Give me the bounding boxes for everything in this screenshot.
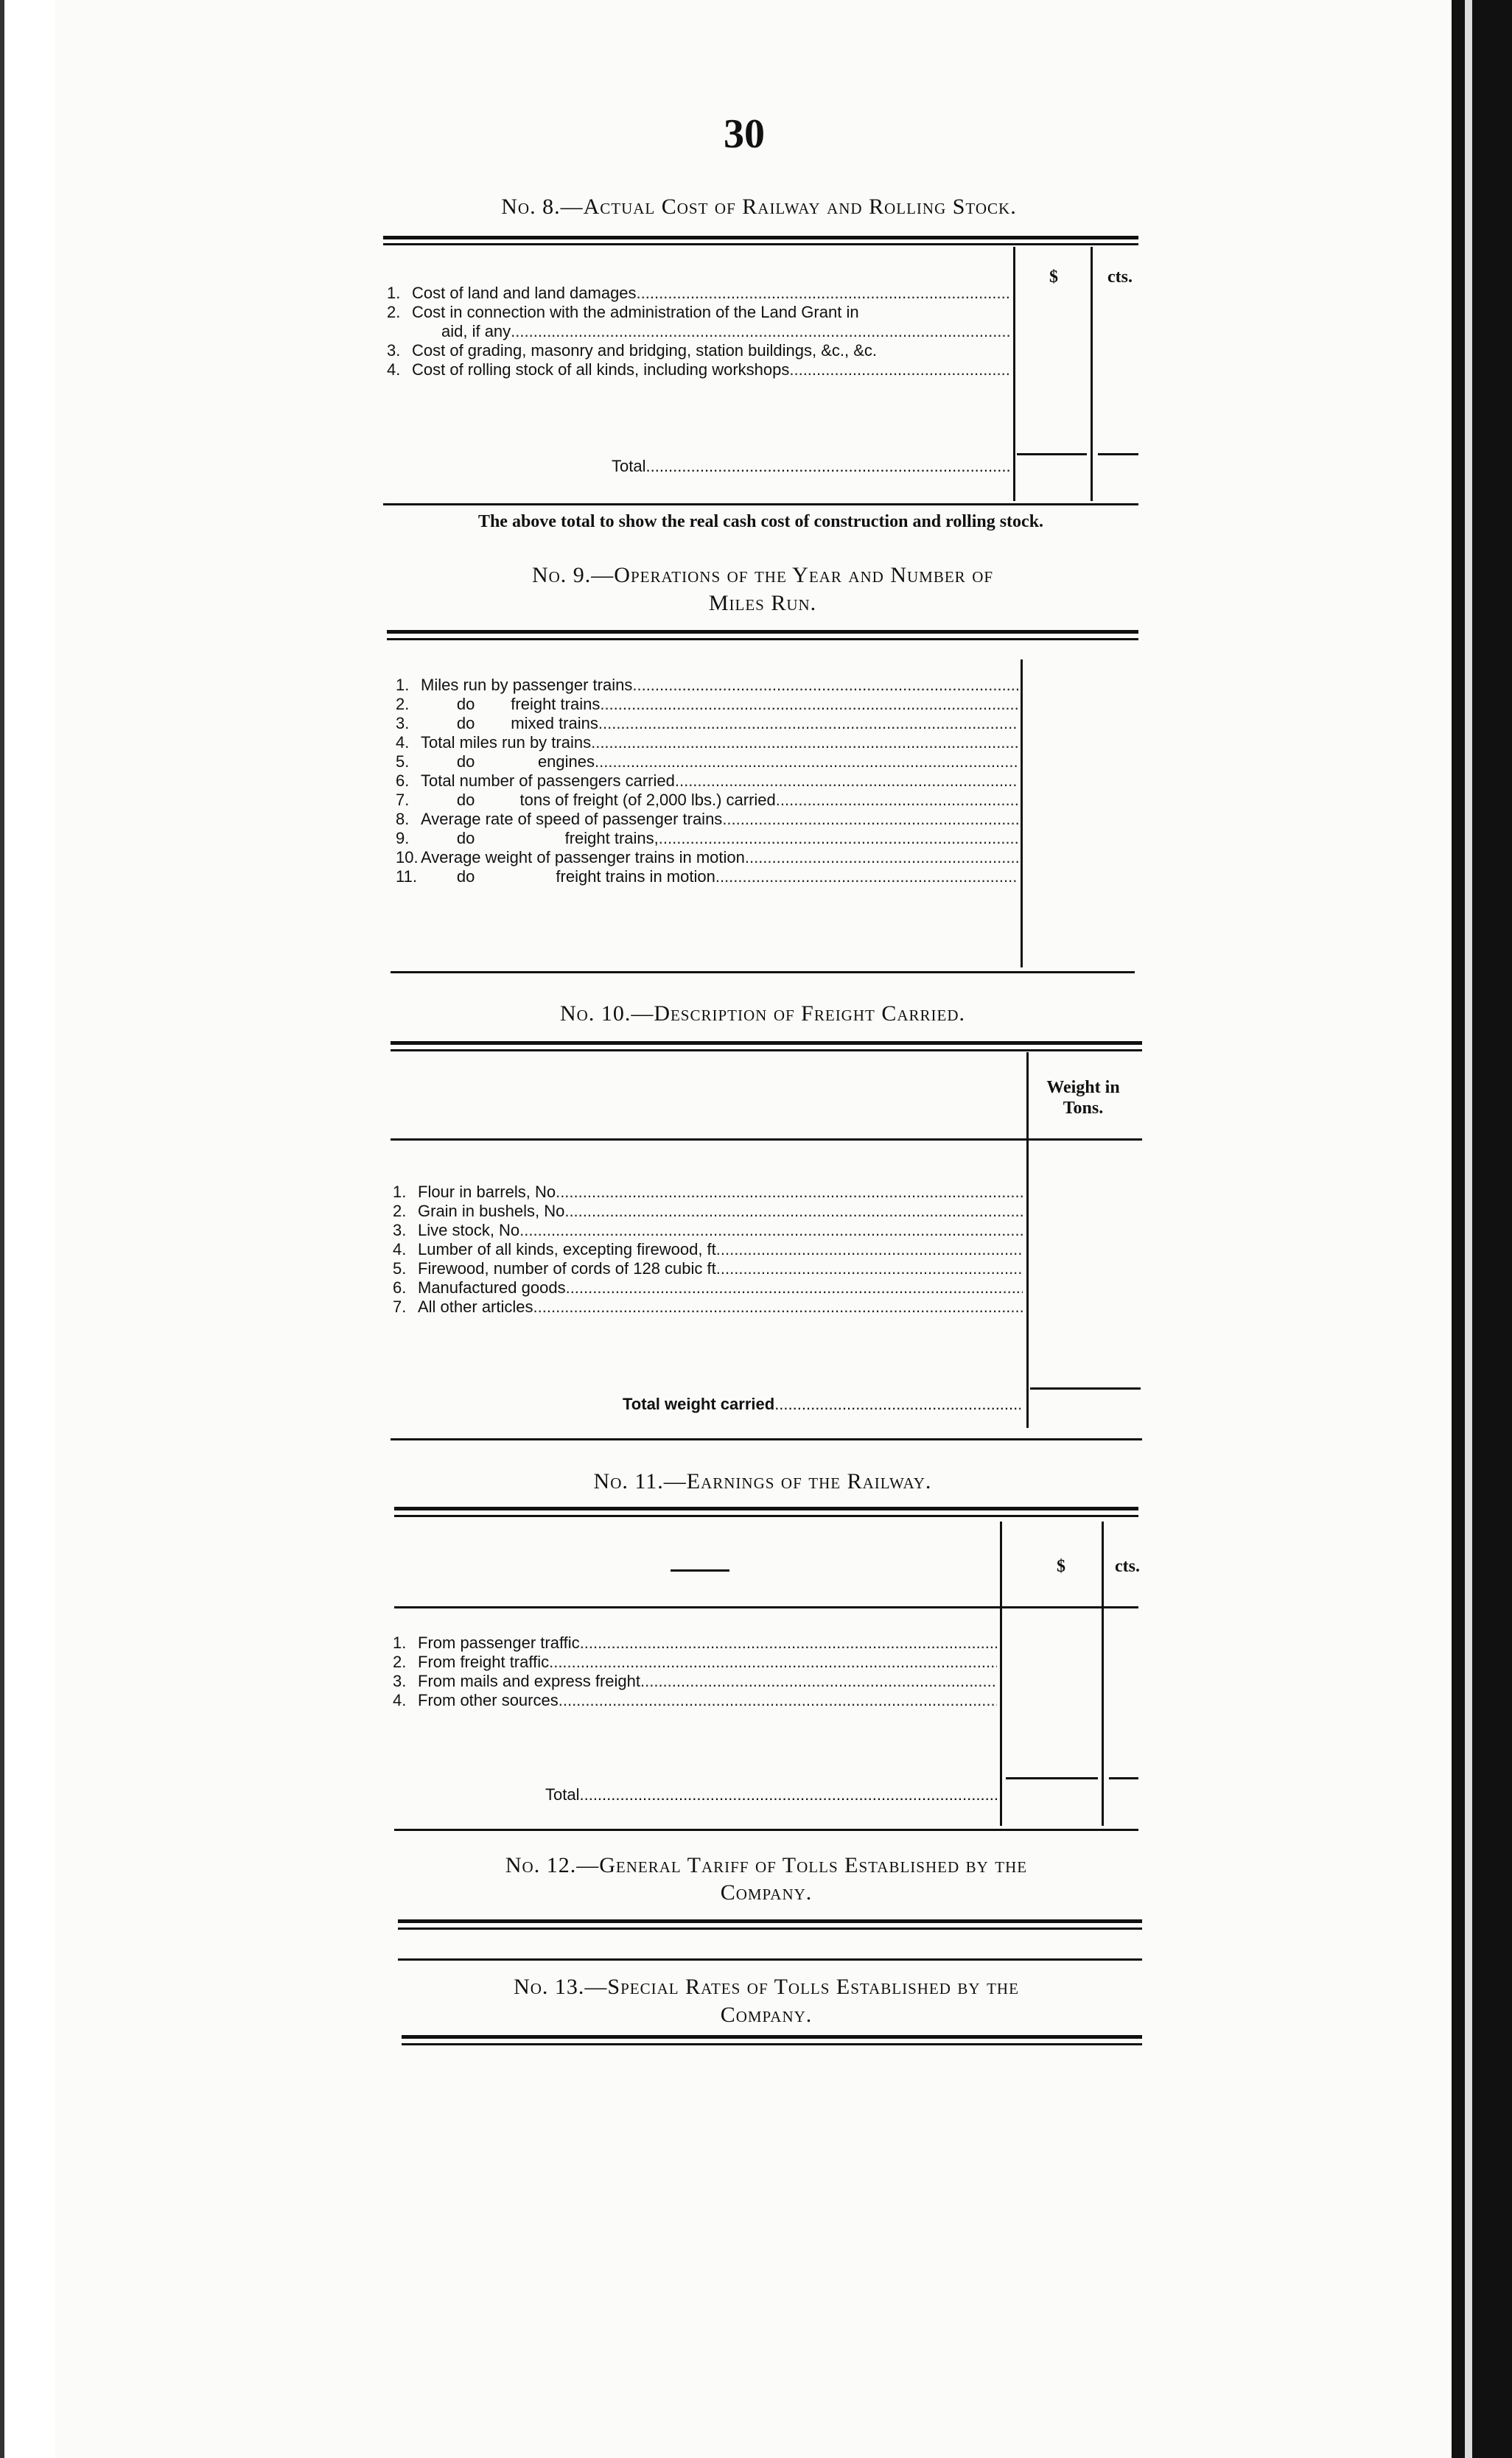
item-number: 4. [393,1240,407,1258]
item-number: 3. [396,714,410,732]
section8-total-rule-cents [1098,453,1138,455]
item-number: 5. [393,1259,407,1278]
section11-total-rule-dollars [1006,1777,1098,1779]
section12-rule-2 [398,1927,1142,1930]
section8-bottom-rule [383,503,1138,505]
list-item [393,1259,1023,1278]
section9-bottom-rule [391,971,1135,973]
item-text: Miles run by passenger trains [421,676,633,694]
section9-title-line1: No. 9.—Operations of the Year and Number of [531,563,994,587]
item-text: aid, if any [441,322,511,340]
section8-title: No. 8.—Actual Cost of Railway and Rolling Stock. [501,195,1017,219]
section10-total-label: Total weight carried [623,1395,775,1413]
item-number: 1. [393,1183,407,1201]
list-item [393,1634,997,1653]
section10-bottom-rule [391,1438,1142,1440]
item-number: 1. [393,1634,407,1652]
section12-title-line1: No. 12.—General Tariff of Tolls Established by the [505,1853,1028,1877]
section11-col-divider-1 [1000,1522,1002,1826]
list-item [387,322,1009,341]
section9-top-rule-2 [387,638,1138,640]
list-item [393,1183,1023,1202]
list-item [387,360,1009,379]
item-number: 6. [393,1278,407,1297]
section8-dollar-col-header: $ [1049,267,1058,287]
item-text: do mixed trains [421,714,598,732]
list-item [396,733,1018,752]
list-item [396,695,1018,714]
item-number: 7. [393,1298,407,1316]
section11-col-divider-2 [1102,1522,1104,1826]
item-text: Lumber of all kinds, excepting firewood, ft [418,1240,716,1258]
list-item [393,1653,997,1672]
list-item [393,1298,1023,1317]
list-item [396,829,1018,848]
scan-left-edge [0,0,4,2458]
item-number: 11. [396,867,417,886]
list-item [387,284,1009,303]
item-number: 1. [396,676,410,694]
list-item [393,1221,1023,1240]
item-number: 5. [396,752,410,771]
section8-top-rule [383,236,1138,239]
section13-title-line2: Company. [720,2003,813,2027]
list-item [396,676,1018,695]
list-item [396,714,1018,733]
section11-header-rule [394,1606,1138,1608]
list-item [396,752,1018,771]
item-text: From mails and express freight [418,1672,640,1690]
section10-title: No. 10.—Description of Freight Carried. [559,1001,966,1026]
item-text: Cost in connection with the administration of the Land Grant in [412,303,859,321]
section10-total-rule [1030,1387,1141,1390]
item-text: Flour in barrels, No [418,1183,556,1201]
item-number: 6. [396,771,410,790]
item-number: 10. [396,848,419,866]
item-text: Grain in bushels, No [418,1202,565,1220]
list-item [396,810,1018,829]
item-text: do freight trains in motion [421,867,715,886]
item-number: 4. [396,733,410,752]
list-item [393,1202,1023,1221]
section8-note: The above total to show the real cash cost of construction and rolling stock. [477,512,1044,531]
list-item [396,848,1018,867]
item-text: do tons of freight (of 2,000 lbs.) carried [421,791,776,809]
list-item [393,1691,997,1710]
item-number: 2. [387,303,401,321]
list-item [387,341,1009,360]
section10-top-rule-2 [391,1049,1142,1051]
item-number: 4. [387,360,401,379]
section13-rule [402,2035,1142,2039]
item-number: 8. [396,810,410,828]
item-number: 7. [396,791,410,809]
section8-total-row [612,457,1009,476]
section13-top-rule [398,1958,1142,1961]
item-text: Average weight of passenger trains in motion [421,848,745,866]
list-item [387,303,1009,322]
list-item [393,1278,1023,1298]
section10-items [393,1183,1023,1317]
section8-items [387,284,1009,379]
item-text: Cost of land and land damages [412,284,637,302]
section11-dollar-col-header: $ [1057,1557,1065,1576]
section9-title-line2: Miles Run. [708,591,817,615]
section11-total-rule-cents [1109,1777,1138,1779]
item-text: From passenger traffic [418,1634,580,1652]
list-item [393,1672,997,1691]
item-text: Live stock, No [418,1221,520,1239]
section11-bottom-rule [394,1829,1138,1831]
section11-cents-col-header: cts. [1115,1557,1140,1576]
section11-top-rule-2 [394,1515,1138,1517]
item-text: Firewood, number of cords of 128 cubic ft [418,1259,716,1278]
item-text: Average rate of speed of passenger trains [421,810,723,828]
section10-weight-col-header: Weight in Tons. [1046,1078,1120,1118]
section11-blank-col-dash [671,1569,729,1572]
item-number: 1. [387,284,401,302]
list-item [396,867,1018,886]
section12-title-line2: Company. [720,1880,813,1905]
item-text: All other articles [418,1298,533,1316]
item-text: Cost of grading, masonry and bridging, station buildings, &c., &c. [412,341,878,360]
section9-items [396,676,1018,886]
section11-total-label: Total [545,1785,580,1804]
section10-top-rule [391,1041,1142,1045]
item-number [387,322,412,341]
section12-rule [398,1919,1142,1923]
section11-total-row [545,1785,998,1804]
section11-items [393,1634,997,1710]
section8-top-rule-2 [383,243,1138,245]
item-number: 3. [393,1672,407,1690]
item-number: 9. [396,829,410,847]
item-text: Total miles run by trains [421,733,592,752]
item-text: From freight traffic [418,1653,550,1671]
item-number: 4. [393,1691,407,1709]
item-number: 3. [393,1221,407,1239]
item-number: 2. [393,1653,407,1671]
section8-col-divider-2 [1091,247,1093,501]
item-text: do freight trains, [421,829,659,847]
item-number: 2. [393,1202,407,1220]
section10-total-row [623,1395,1021,1414]
section9-top-rule [387,630,1138,634]
section9-value-col-divider [1021,659,1023,967]
section8-col-divider-1 [1013,247,1015,501]
item-text: Total number of passengers carried [421,771,675,790]
section8-total-label: Total [612,457,646,475]
list-item [396,791,1018,810]
item-text: Cost of rolling stock of all kinds, including workshops [412,360,790,379]
item-text: do engines [421,752,595,771]
section8-cents-col-header: cts. [1107,267,1133,287]
section10-weight-col-divider [1026,1052,1029,1428]
item-number: 3. [387,341,401,360]
scan-right-edge [1452,0,1512,2458]
item-number: 2. [396,695,410,713]
section13-title-line1: No. 13.—Special Rates of Tolls Established by the [514,1975,1019,1999]
section11-title: No. 11.—Earnings of the Railway. [593,1469,932,1494]
item-text: From other sources [418,1691,559,1709]
list-item [396,771,1018,791]
section13-rule-2 [402,2043,1142,2045]
section11-top-rule [394,1507,1138,1510]
list-item [393,1240,1023,1259]
page-number: 30 [724,111,765,157]
item-text: do freight trains [421,695,601,713]
section10-header-rule [391,1138,1142,1141]
section8-total-rule-dollars [1017,453,1087,455]
item-text: Manufactured goods [418,1278,566,1297]
